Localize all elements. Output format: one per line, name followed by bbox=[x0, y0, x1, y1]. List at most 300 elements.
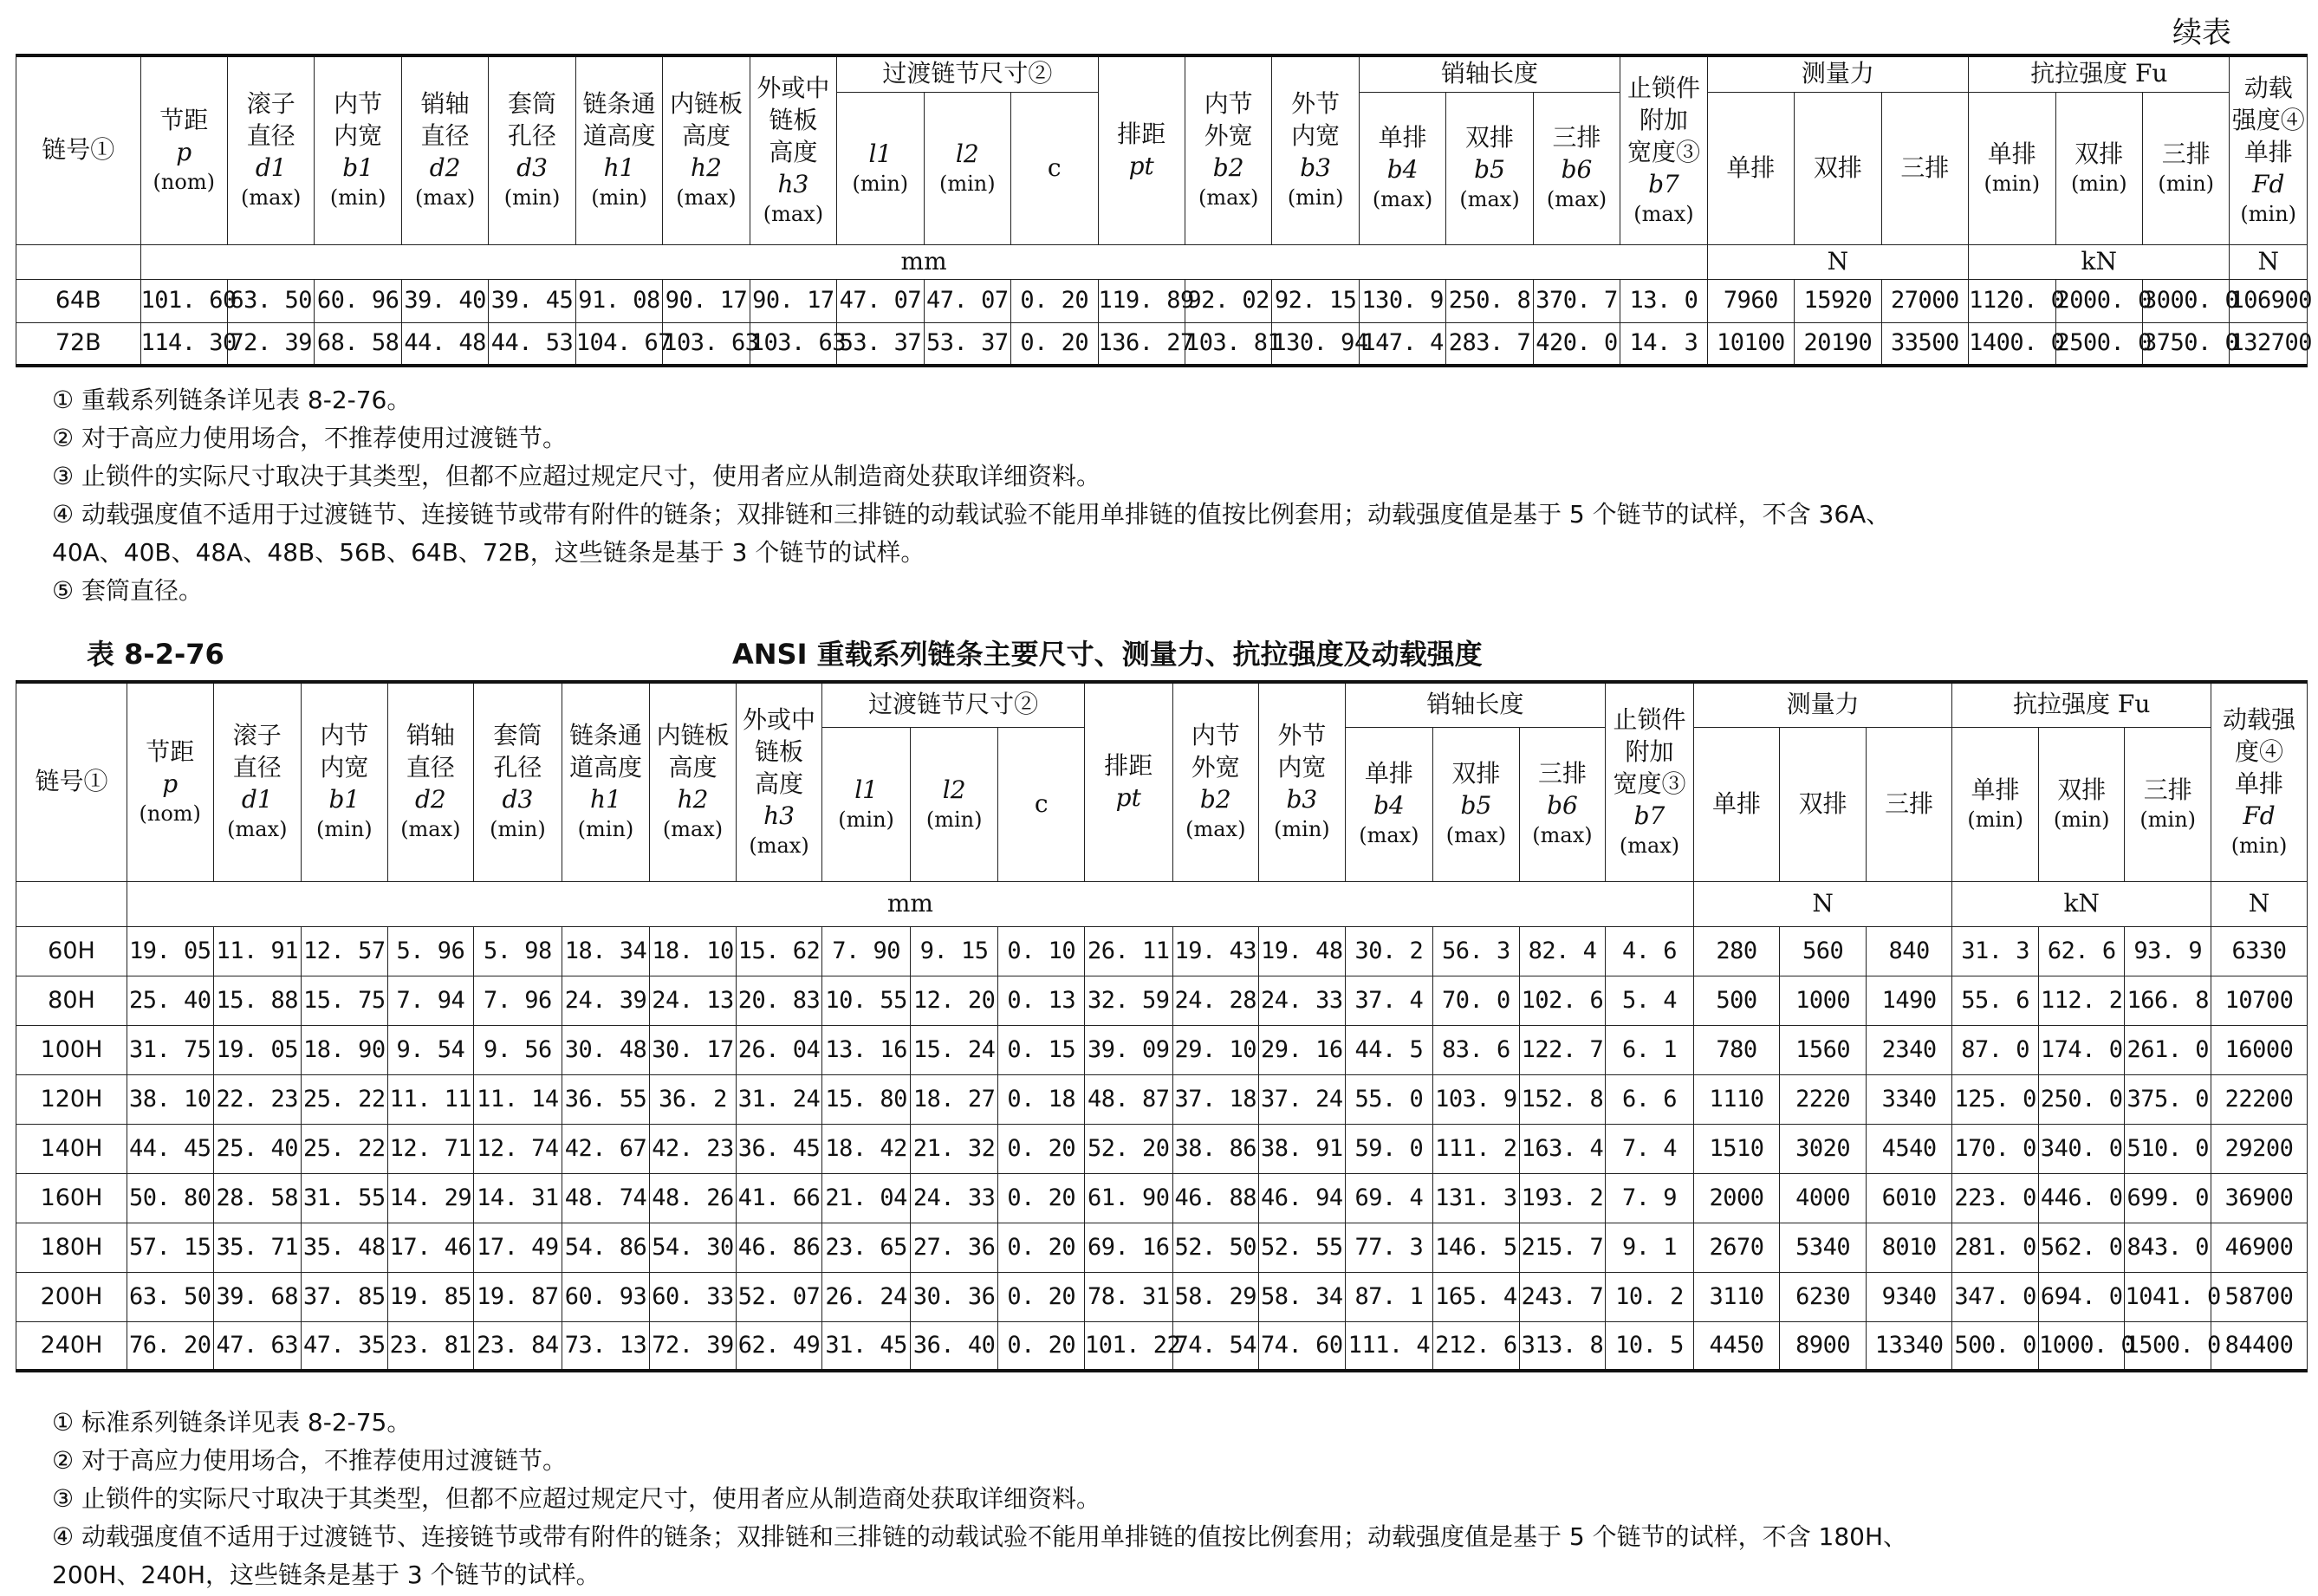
value-cell: 92. 02 bbox=[1185, 279, 1271, 322]
value-cell: 0. 15 bbox=[998, 1025, 1085, 1074]
value-cell: 25. 22 bbox=[302, 1074, 388, 1124]
value-cell: 25. 40 bbox=[213, 1124, 302, 1173]
footnote: 200H、240H，这些链条是基于 3 个链节的试样。 bbox=[52, 1560, 601, 1589]
value-cell: 130. 94 bbox=[1272, 322, 1359, 366]
value-cell: 90. 17 bbox=[663, 279, 750, 322]
table-title: ANSI 重载系列链条主要尺寸、测量力、抗拉强度及动载强度 bbox=[732, 638, 1483, 671]
value-cell: 102. 6 bbox=[1519, 976, 1606, 1025]
value-cell: 87. 0 bbox=[1952, 1025, 2039, 1074]
value-cell: 1510 bbox=[1693, 1124, 1780, 1173]
value-cell: 58700 bbox=[2211, 1272, 2308, 1321]
value-cell: 562. 0 bbox=[2038, 1223, 2125, 1272]
col-force-double-text: 双排 bbox=[1798, 788, 1847, 818]
col-inner-outer-width-line: b2 bbox=[1212, 153, 1244, 183]
col-b5-line: (max) bbox=[1445, 823, 1507, 848]
value-cell: 136. 27 bbox=[1098, 322, 1185, 366]
footnote: ③ 止锁件的实际尺寸取决于其类型，但都不应超过规定尺寸，使用者应从制造商处获取详细资料。 bbox=[52, 1484, 1101, 1513]
chain-number-cell: 180H bbox=[16, 1223, 127, 1272]
continued-label: 续表 bbox=[2172, 16, 2231, 50]
value-cell: 101. 60 bbox=[140, 279, 227, 322]
value-cell: 0. 20 bbox=[998, 1272, 1085, 1321]
value-cell: 68. 58 bbox=[315, 322, 401, 366]
col-inner-width-line: 内节 bbox=[320, 721, 369, 750]
value-cell: 5340 bbox=[1780, 1223, 1867, 1272]
col-ts-single-line: (min) bbox=[1967, 807, 2023, 832]
value-cell: 60. 96 bbox=[315, 279, 401, 322]
col-bush-bore bbox=[474, 682, 562, 881]
col-pin-length-text: 销轴长度 bbox=[1426, 690, 1524, 719]
value-cell: 5. 96 bbox=[387, 926, 474, 976]
value-cell: 30. 17 bbox=[650, 1025, 737, 1074]
col-pitch-line: 节距 bbox=[159, 105, 209, 134]
unit-kn: kN bbox=[1969, 244, 2230, 279]
col-inner-plate-height-line: 内链板 bbox=[656, 721, 730, 750]
col-ts-single-line: (min) bbox=[1984, 171, 2041, 196]
col-l1-line: (min) bbox=[852, 171, 909, 196]
col-b5 bbox=[1446, 92, 1533, 244]
value-cell: 250. 0 bbox=[2038, 1074, 2125, 1124]
value-cell: 18. 90 bbox=[302, 1025, 388, 1074]
value-cell: 15. 80 bbox=[822, 1074, 911, 1124]
col-ts-single-line: 单排 bbox=[1987, 139, 2036, 168]
col-transverse-pitch-line: 排距 bbox=[1117, 119, 1166, 148]
value-cell: 87. 1 bbox=[1345, 1272, 1433, 1321]
col-ts-triple-line: 三排 bbox=[2143, 775, 2192, 804]
value-cell: 26. 11 bbox=[1084, 926, 1172, 976]
footnote: 40A、40B、48A、48B、56B、64B、72B，这些链条是基于 3 个链节的试样。 bbox=[52, 538, 925, 567]
value-cell: 7. 90 bbox=[822, 926, 911, 976]
col-l2 bbox=[910, 727, 998, 881]
col-b5-line: b5 bbox=[1460, 791, 1492, 821]
value-cell: 62. 49 bbox=[736, 1321, 822, 1371]
value-cell: 13. 16 bbox=[822, 1025, 911, 1074]
value-cell: 8010 bbox=[1866, 1223, 1952, 1272]
value-cell: 31. 3 bbox=[1952, 926, 2039, 976]
value-cell: 18. 27 bbox=[910, 1074, 998, 1124]
value-cell: 14. 3 bbox=[1620, 322, 1707, 366]
value-cell: 313. 8 bbox=[1519, 1321, 1606, 1371]
value-cell: 41. 66 bbox=[736, 1173, 822, 1223]
col-dynamic-strength-line: 动载 bbox=[2243, 74, 2293, 102]
value-cell: 11. 11 bbox=[387, 1074, 474, 1124]
col-b6-line: (max) bbox=[1532, 823, 1593, 848]
col-inner-outer-width-line: 外宽 bbox=[1191, 753, 1240, 782]
value-cell: 12. 20 bbox=[910, 976, 998, 1025]
value-cell: 19. 48 bbox=[1259, 926, 1346, 976]
value-cell: 1041. 0 bbox=[2125, 1272, 2211, 1321]
col-pin-length-text: 销轴长度 bbox=[1441, 59, 1539, 88]
value-cell: 243. 7 bbox=[1519, 1272, 1606, 1321]
value-cell: 26. 24 bbox=[822, 1272, 911, 1321]
col-ts-double bbox=[2055, 92, 2142, 244]
col-dynamic-strength-line: 度④ bbox=[2234, 736, 2283, 766]
col-pitch-line: 节距 bbox=[146, 736, 195, 766]
col-bush-bore-line: (min) bbox=[490, 817, 546, 842]
col-force-triple bbox=[1881, 92, 1969, 244]
value-cell: 280 bbox=[1693, 926, 1780, 976]
value-cell: 38. 10 bbox=[127, 1074, 213, 1124]
value-cell: 72. 39 bbox=[227, 322, 314, 366]
value-cell: 132700 bbox=[2230, 322, 2308, 366]
value-cell: 29. 10 bbox=[1172, 1025, 1259, 1074]
col-force-double bbox=[1780, 727, 1867, 881]
value-cell: 47. 07 bbox=[837, 279, 924, 322]
table-row bbox=[16, 279, 2308, 322]
value-cell: 10100 bbox=[1707, 322, 1794, 366]
value-cell: 165. 4 bbox=[1433, 1272, 1520, 1321]
value-cell: 147. 4 bbox=[1359, 322, 1445, 366]
value-cell: 106900 bbox=[2230, 279, 2308, 322]
value-cell: 30. 2 bbox=[1345, 926, 1433, 976]
value-cell: 9. 54 bbox=[387, 1025, 474, 1074]
col-ts-single-line: 单排 bbox=[1971, 775, 2020, 804]
col-pin-diameter-line: 销轴 bbox=[420, 89, 470, 119]
col-dynamic-strength-line: 单排 bbox=[2243, 137, 2293, 166]
value-cell: 1000 bbox=[1780, 976, 1867, 1025]
value-cell: 31. 45 bbox=[822, 1321, 911, 1371]
value-cell: 340. 0 bbox=[2038, 1124, 2125, 1173]
value-cell: 44. 48 bbox=[401, 322, 488, 366]
value-cell: 0. 18 bbox=[998, 1074, 1085, 1124]
col-transverse-pitch bbox=[1098, 55, 1185, 244]
col-ts-triple-line: (min) bbox=[2139, 807, 2197, 832]
col-force-single bbox=[1707, 92, 1794, 244]
col-l1 bbox=[822, 727, 911, 881]
value-cell: 18. 42 bbox=[822, 1124, 911, 1173]
col-l1-line: l1 bbox=[854, 775, 878, 804]
col-transverse-pitch-line: 排距 bbox=[1104, 750, 1153, 780]
col-inner-outer-width-line: 内节 bbox=[1204, 89, 1253, 119]
col-l1-line: (min) bbox=[838, 807, 894, 832]
col-l1 bbox=[837, 92, 924, 244]
col-b6-line: 三排 bbox=[1537, 759, 1587, 788]
footnote: ③ 止锁件的实际尺寸取决于其类型，但都不应超过规定尺寸，使用者应从制造商处获取详细资料。 bbox=[52, 462, 1101, 490]
col-ts-triple bbox=[2142, 92, 2229, 244]
value-cell: 23. 84 bbox=[474, 1321, 562, 1371]
value-cell: 125. 0 bbox=[1952, 1074, 2039, 1124]
col-outer-inner-width-line: 外节 bbox=[1277, 721, 1327, 750]
col-tensile-strength bbox=[1952, 682, 2211, 727]
chain-number-cell: 200H bbox=[16, 1272, 127, 1321]
value-cell: 193. 2 bbox=[1519, 1173, 1606, 1223]
col-b5-line: b5 bbox=[1474, 155, 1505, 185]
value-cell: 15. 75 bbox=[302, 976, 388, 1025]
value-cell: 9. 1 bbox=[1606, 1223, 1694, 1272]
value-cell: 93. 9 bbox=[2125, 926, 2211, 976]
col-ts-triple bbox=[2125, 727, 2211, 881]
col-outer-inner-width-line: 内宽 bbox=[1291, 121, 1341, 151]
unit-row-blank bbox=[16, 244, 141, 279]
value-cell: 19. 85 bbox=[387, 1272, 474, 1321]
chain-spec-table-continued bbox=[16, 54, 2312, 367]
value-cell: 23. 65 bbox=[822, 1223, 911, 1272]
footnote: ④ 动载强度值不适用于过渡链节、连接链节或带有附件的链条；双排链和三排链的动载试验不能用单排链的值按比例套用；动载强度值是基于 5 个链节的试样，不含 180H、 bbox=[52, 1522, 1908, 1551]
col-inner-width-line: (min) bbox=[316, 817, 373, 842]
col-dynamic-strength-line: 强度④ bbox=[2231, 105, 2305, 134]
value-cell: 112. 2 bbox=[2038, 976, 2125, 1025]
col-inner-plate-height-line: 高度 bbox=[681, 121, 730, 151]
col-channel-height-line: (min) bbox=[591, 185, 647, 211]
value-cell: 446. 0 bbox=[2038, 1173, 2125, 1223]
col-c bbox=[1011, 92, 1098, 244]
value-cell: 103. 63 bbox=[750, 322, 836, 366]
value-cell: 26. 04 bbox=[736, 1025, 822, 1074]
value-cell: 57. 15 bbox=[127, 1223, 213, 1272]
value-cell: 74. 54 bbox=[1172, 1321, 1259, 1371]
value-cell: 38. 91 bbox=[1259, 1124, 1346, 1173]
col-outer-plate-height-line: 外或中 bbox=[756, 74, 830, 102]
value-cell: 283. 7 bbox=[1446, 322, 1533, 366]
value-cell: 7. 4 bbox=[1606, 1124, 1694, 1173]
col-roller-diameter bbox=[213, 682, 302, 881]
col-dynamic-strength bbox=[2230, 55, 2308, 244]
value-cell: 62. 6 bbox=[2038, 926, 2125, 976]
value-cell: 3020 bbox=[1780, 1124, 1867, 1173]
col-ts-double-line: (min) bbox=[2053, 807, 2110, 832]
col-force-double bbox=[1795, 92, 1881, 244]
value-cell: 30. 48 bbox=[562, 1025, 650, 1074]
table-row bbox=[16, 926, 2308, 976]
col-force-single bbox=[1693, 727, 1780, 881]
table-row bbox=[16, 1272, 2308, 1321]
col-b4-line: b4 bbox=[1386, 155, 1419, 185]
value-cell: 90. 17 bbox=[750, 279, 836, 322]
value-cell: 12. 57 bbox=[302, 926, 388, 976]
col-roller-diameter-line: (max) bbox=[241, 185, 302, 211]
value-cell: 27000 bbox=[1881, 279, 1969, 322]
value-cell: 14. 31 bbox=[474, 1173, 562, 1223]
col-measuring-force bbox=[1707, 55, 1968, 92]
value-cell: 103. 9 bbox=[1433, 1074, 1520, 1124]
value-cell: 1120. 0 bbox=[1969, 279, 2055, 322]
col-pitch-line: (nom) bbox=[153, 169, 215, 194]
col-outer-plate-height-line: 链板 bbox=[755, 736, 804, 766]
col-inner-outer-width-line: b2 bbox=[1199, 785, 1231, 814]
col-b5 bbox=[1433, 727, 1520, 881]
value-cell: 16000 bbox=[2211, 1025, 2308, 1074]
value-cell: 694. 0 bbox=[2038, 1272, 2125, 1321]
value-cell: 3340 bbox=[1866, 1074, 1952, 1124]
col-inner-plate-height-line: (max) bbox=[662, 817, 724, 842]
col-measuring-force-text: 测量力 bbox=[1786, 690, 1860, 719]
col-outer-inner-width-line: b3 bbox=[1300, 153, 1331, 183]
value-cell: 46. 86 bbox=[736, 1223, 822, 1272]
value-cell: 0. 13 bbox=[998, 976, 1085, 1025]
col-force-single-text: 单排 bbox=[1712, 788, 1762, 818]
col-inner-outer-width bbox=[1185, 55, 1271, 244]
value-cell: 14. 29 bbox=[387, 1173, 474, 1223]
col-roller-diameter-line: d1 bbox=[255, 153, 287, 183]
value-cell: 104. 67 bbox=[575, 322, 662, 366]
value-cell: 1000. 0 bbox=[2038, 1321, 2125, 1371]
value-cell: 55. 6 bbox=[1952, 976, 2039, 1025]
col-b6-line: 三排 bbox=[1552, 123, 1601, 152]
unit-n: N bbox=[1707, 244, 1968, 279]
value-cell: 4000 bbox=[1780, 1173, 1867, 1223]
value-cell: 37. 85 bbox=[302, 1272, 388, 1321]
col-lock-width-line: 止锁件 bbox=[1626, 74, 1700, 102]
col-lock-width-line: (max) bbox=[1619, 833, 1680, 858]
value-cell: 375. 0 bbox=[2125, 1074, 2211, 1124]
col-pitch bbox=[140, 55, 227, 244]
col-c-text: c bbox=[1047, 152, 1062, 182]
col-ts-single bbox=[1952, 727, 2039, 881]
col-transition-link-text: 过渡链节尺寸② bbox=[882, 59, 1053, 88]
value-cell: 63. 50 bbox=[127, 1272, 213, 1321]
col-outer-inner-width bbox=[1272, 55, 1359, 244]
value-cell: 54. 86 bbox=[562, 1223, 650, 1272]
value-cell: 27. 36 bbox=[910, 1223, 998, 1272]
value-cell: 92. 15 bbox=[1272, 279, 1359, 322]
value-cell: 166. 8 bbox=[2125, 976, 2211, 1025]
col-outer-inner-width-line: b3 bbox=[1286, 785, 1318, 814]
value-cell: 17. 49 bbox=[474, 1223, 562, 1272]
chain-number-cell: 240H bbox=[16, 1321, 127, 1371]
value-cell: 13340 bbox=[1866, 1321, 1952, 1371]
col-roller-diameter-line: 滚子 bbox=[232, 721, 282, 750]
col-b4-line: (max) bbox=[1372, 187, 1433, 212]
value-cell: 840 bbox=[1866, 926, 1952, 976]
value-cell: 15920 bbox=[1795, 279, 1881, 322]
value-cell: 39. 09 bbox=[1084, 1025, 1172, 1074]
value-cell: 19. 43 bbox=[1172, 926, 1259, 976]
value-cell: 82. 4 bbox=[1519, 926, 1606, 976]
col-pin-length bbox=[1359, 55, 1620, 92]
col-outer-inner-width-line: 外节 bbox=[1291, 89, 1341, 119]
value-cell: 146. 5 bbox=[1433, 1223, 1520, 1272]
col-chain-no-text: 链号① bbox=[42, 135, 115, 165]
value-cell: 24. 33 bbox=[910, 1173, 998, 1223]
col-b6-line: b6 bbox=[1547, 791, 1578, 821]
col-pin-diameter-line: d2 bbox=[429, 153, 461, 183]
value-cell: 7960 bbox=[1707, 279, 1794, 322]
col-b5-line: (max) bbox=[1459, 187, 1520, 212]
col-tensile-strength-text: 抗拉强度 Fu bbox=[2013, 690, 2151, 719]
col-outer-inner-width-line: (min) bbox=[1274, 817, 1330, 842]
value-cell: 1560 bbox=[1780, 1025, 1867, 1074]
col-bush-bore bbox=[489, 55, 575, 244]
value-cell: 48. 87 bbox=[1084, 1074, 1172, 1124]
value-cell: 0. 10 bbox=[998, 926, 1085, 976]
value-cell: 38. 86 bbox=[1172, 1124, 1259, 1173]
col-force-triple-text: 三排 bbox=[1900, 152, 1950, 182]
col-b4 bbox=[1359, 92, 1445, 244]
col-lock-width-line: (max) bbox=[1633, 201, 1694, 226]
col-l2-line: l2 bbox=[955, 139, 979, 168]
value-cell: 347. 0 bbox=[1952, 1272, 2039, 1321]
col-inner-outer-width bbox=[1172, 682, 1259, 881]
value-cell: 52. 07 bbox=[736, 1272, 822, 1321]
value-cell: 52. 20 bbox=[1084, 1124, 1172, 1173]
col-chain-no bbox=[16, 55, 141, 244]
value-cell: 36. 40 bbox=[910, 1321, 998, 1371]
value-cell: 119. 89 bbox=[1098, 279, 1185, 322]
col-b4-line: (max) bbox=[1359, 823, 1419, 848]
col-inner-plate-height-line: (max) bbox=[676, 185, 737, 211]
value-cell: 2220 bbox=[1780, 1074, 1867, 1124]
value-cell: 7. 94 bbox=[387, 976, 474, 1025]
col-c-text: c bbox=[1034, 788, 1049, 818]
col-measuring-force-text: 测量力 bbox=[1801, 59, 1874, 88]
col-inner-width-line: 内宽 bbox=[334, 121, 383, 151]
col-inner-plate-height-line: 内链板 bbox=[669, 89, 743, 119]
value-cell: 9. 56 bbox=[474, 1025, 562, 1074]
value-cell: 111. 4 bbox=[1345, 1321, 1433, 1371]
value-cell: 46. 94 bbox=[1259, 1173, 1346, 1223]
value-cell: 30. 36 bbox=[910, 1272, 998, 1321]
col-l2-line: (min) bbox=[925, 807, 983, 832]
value-cell: 13. 0 bbox=[1620, 279, 1707, 322]
value-cell: 69. 4 bbox=[1345, 1173, 1433, 1223]
col-force-single-text: 单排 bbox=[1726, 152, 1776, 182]
col-inner-width-line: 内节 bbox=[334, 89, 383, 119]
col-outer-plate-height-line: h3 bbox=[777, 169, 809, 198]
value-cell: 6. 6 bbox=[1606, 1074, 1694, 1124]
value-cell: 35. 48 bbox=[302, 1223, 388, 1272]
col-pin-diameter bbox=[387, 682, 474, 881]
col-lock-width-line: 附加 bbox=[1639, 105, 1688, 134]
value-cell: 54. 30 bbox=[650, 1223, 737, 1272]
value-cell: 29200 bbox=[2211, 1124, 2308, 1173]
col-lock-width-line: 宽度③ bbox=[1613, 769, 1686, 798]
col-force-triple bbox=[1866, 727, 1952, 881]
value-cell: 215. 7 bbox=[1519, 1223, 1606, 1272]
value-cell: 55. 0 bbox=[1345, 1074, 1433, 1124]
col-roller-diameter-line: 直径 bbox=[246, 121, 295, 151]
col-outer-plate-height bbox=[750, 55, 836, 244]
value-cell: 131. 3 bbox=[1433, 1173, 1520, 1223]
value-cell: 370. 7 bbox=[1533, 279, 1620, 322]
chain-number-cell: 80H bbox=[16, 976, 127, 1025]
col-channel-height-line: h1 bbox=[603, 153, 635, 183]
value-cell: 32. 59 bbox=[1084, 976, 1172, 1025]
value-cell: 18. 34 bbox=[562, 926, 650, 976]
chain-number-cell: 140H bbox=[16, 1124, 127, 1173]
value-cell: 48. 26 bbox=[650, 1173, 737, 1223]
value-cell: 42. 23 bbox=[650, 1124, 737, 1173]
col-inner-plate-height-line: h2 bbox=[677, 785, 709, 814]
col-channel-height-line: 链条通 bbox=[582, 89, 656, 119]
value-cell: 7. 9 bbox=[1606, 1173, 1694, 1223]
value-cell: 23. 81 bbox=[387, 1321, 474, 1371]
col-bush-bore-line: (min) bbox=[503, 185, 561, 211]
footnote: ② 对于高应力使用场合，不推荐使用过渡链节。 bbox=[52, 1446, 568, 1475]
value-cell: 2340 bbox=[1866, 1025, 1952, 1074]
unit-kn: kN bbox=[1952, 881, 2211, 926]
col-channel-height-line: (min) bbox=[577, 817, 634, 842]
value-cell: 47. 63 bbox=[213, 1321, 302, 1371]
col-b5-line: 双排 bbox=[1451, 759, 1501, 788]
col-roller-diameter-line: 滚子 bbox=[246, 89, 295, 119]
value-cell: 4450 bbox=[1693, 1321, 1780, 1371]
value-cell: 0. 20 bbox=[998, 1321, 1085, 1371]
col-inner-outer-width-line: 外宽 bbox=[1204, 121, 1253, 151]
col-pin-diameter-line: (max) bbox=[400, 817, 461, 842]
value-cell: 52. 50 bbox=[1172, 1223, 1259, 1272]
col-pitch-line: p bbox=[162, 769, 179, 798]
value-cell: 31. 24 bbox=[736, 1074, 822, 1124]
value-cell: 58. 29 bbox=[1172, 1272, 1259, 1321]
col-roller-diameter bbox=[227, 55, 314, 244]
value-cell: 11. 91 bbox=[213, 926, 302, 976]
value-cell: 69. 16 bbox=[1084, 1223, 1172, 1272]
value-cell: 36900 bbox=[2211, 1173, 2308, 1223]
value-cell: 19. 05 bbox=[127, 926, 213, 976]
col-ts-single bbox=[1969, 92, 2055, 244]
value-cell: 12. 74 bbox=[474, 1124, 562, 1173]
chain-number-cell: 64B bbox=[16, 279, 141, 322]
value-cell: 60. 33 bbox=[650, 1272, 737, 1321]
